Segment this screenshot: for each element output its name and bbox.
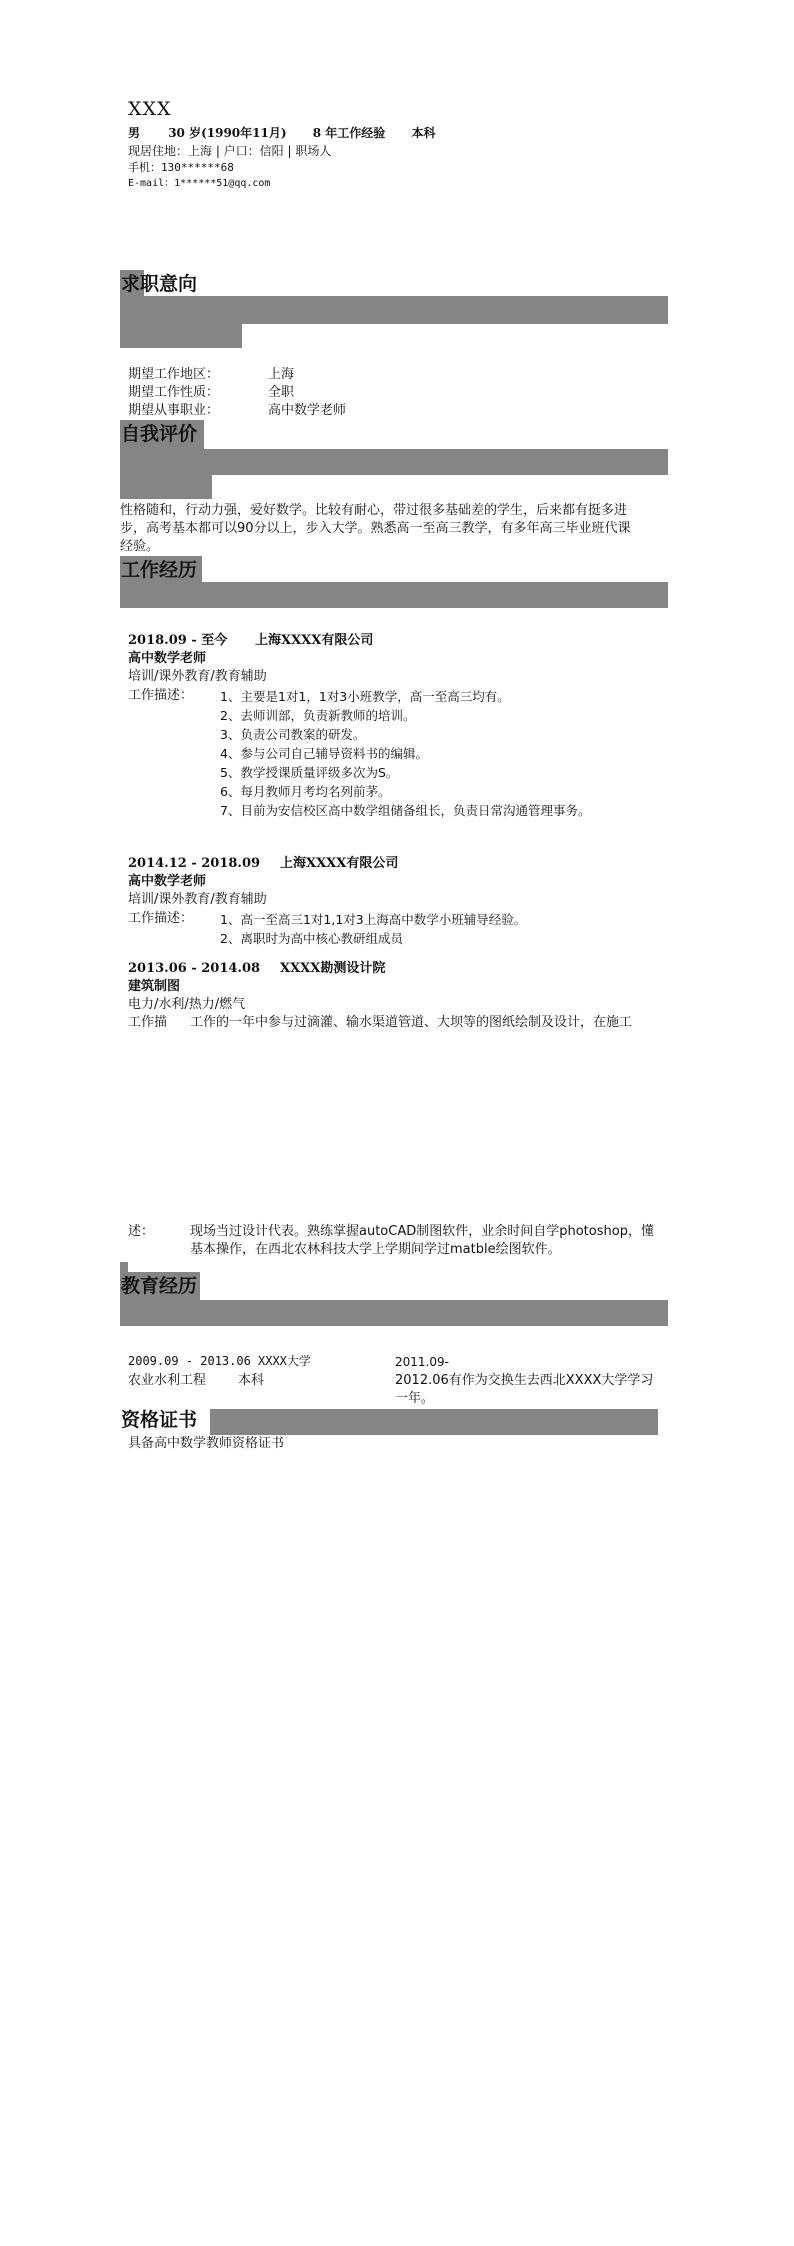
gender: 男 (128, 126, 141, 140)
basic-info-line (128, 125, 435, 141)
intent-label-location: 期望工作地区： (128, 367, 220, 382)
job-industry: 电力/水利/热力/燃气 (128, 997, 246, 1012)
job-desc-label: 工作描 (128, 1015, 168, 1030)
edu-major: 农业水利工程 (128, 1373, 207, 1388)
section-title-certificates: 资格证书 (121, 1409, 198, 1431)
age: 30 岁(1990年11月) (168, 126, 287, 140)
section-bar (210, 1409, 658, 1435)
section-title-job-intent: 求职意向 (121, 273, 198, 295)
edu-degree: 本科 (238, 1373, 265, 1388)
section-title-education: 教育经历 (121, 1275, 198, 1297)
self-eval-line: 步，高考基本都可以90分以上，步入大学。熟悉高一至高三教学，有多年高三毕业班代课 (120, 521, 631, 536)
job-desc-line: 现场当过设计代表。熟练掌握autoCAD制图软件，业余时间自学photoshop，懂 (190, 1224, 654, 1239)
edu-exchange-line: 一年。 (395, 1391, 435, 1406)
list-item: 4、参与公司自己辅导资料书的编辑。 (220, 746, 428, 761)
section-title-self-eval: 自我评价 (121, 423, 198, 445)
job-desc-list (220, 910, 526, 948)
job-desc-line: 基本操作，在西北农林科技大学上学期间学过matble绘图软件。 (190, 1242, 561, 1257)
section-bar (120, 1262, 128, 1272)
job-company: 上海XXXX有限公司 (280, 856, 399, 871)
edu-exchange-line: 2011.09- (395, 1355, 449, 1369)
job-company: XXXX勘测设计院 (280, 961, 386, 976)
email: E-mail：1******51@qq.com (128, 178, 271, 189)
section-bar (120, 324, 242, 348)
section-bar (120, 582, 668, 608)
job-period: 2013.06 - 2014.08 (128, 961, 261, 976)
section-bar (120, 449, 668, 475)
job-period: 2014.12 - 2018.09 (128, 856, 261, 871)
list-item: 2、离职时为高中核心教研组成员 (220, 931, 403, 946)
self-eval-line: 经验。 (120, 539, 160, 554)
list-item: 3、负责公司教案的研发。 (220, 727, 366, 742)
section-bar (120, 296, 668, 324)
list-item: 1、高一至高三1对1,1对3上海高中数学小班辅导经验。 (220, 912, 527, 927)
list-item: 6、每月教师月考均名列前茅。 (220, 784, 391, 799)
self-eval-line: 性格随和，行动力强，爱好数学。比较有耐心，带过很多基础差的学生，后来都有挺多进 (120, 503, 628, 518)
intent-value-type: 全职 (268, 385, 295, 400)
edu-period: 2009.09 - 2013.06 (128, 1354, 251, 1368)
candidate-name: XXX (128, 98, 172, 120)
residence-info: 现居住地：上海 | 户口：信阳 | 职场人 (128, 144, 332, 158)
job-position: 高中数学老师 (128, 651, 207, 666)
edu-exchange-line: 2012.06有作为交换生去西北XXXX大学学习 (395, 1373, 654, 1388)
list-item: 1、主要是1对1，1对3小班教学，高一至高三均有。 (220, 689, 510, 704)
intent-label-type: 期望工作性质： (128, 385, 220, 400)
job-industry: 培训/课外教育/教育辅助 (128, 892, 267, 907)
edu-school: XXXX大学 (258, 1354, 311, 1368)
job-position: 高中数学老师 (128, 874, 207, 889)
list-item: 5、教学授课质量评级多次为S。 (220, 765, 399, 780)
experience: 8 年工作经验 (312, 126, 386, 140)
job-desc-line: 工作的一年中参与过滴灌、输水渠道管道、大坝等的图纸绘制及设计，在施工 (190, 1015, 633, 1030)
list-item: 7、目前为安信校区高中数学组储备组长，负责日常沟通管理事务。 (220, 803, 591, 818)
list-item: 2、去师训部，负责新教师的培训。 (220, 708, 416, 723)
job-period: 2018.09 - 至今 (128, 633, 228, 648)
job-company: 上海XXXX有限公司 (255, 633, 374, 648)
job-desc-label: 工作描述： (128, 688, 194, 703)
intent-value-occupation: 高中数学老师 (268, 403, 347, 418)
job-desc-label: 工作描述： (128, 911, 194, 926)
phone: 手机：130******68 (128, 161, 234, 174)
job-position: 建筑制图 (128, 979, 181, 994)
section-title-work: 工作经历 (121, 559, 198, 581)
job-industry: 培训/课外教育/教育辅助 (128, 669, 267, 684)
job-desc-label: 述： (128, 1224, 155, 1239)
job-desc-list (220, 687, 590, 820)
section-bar (120, 1300, 668, 1326)
certificate-item: 具备高中数学教师资格证书 (128, 1436, 285, 1451)
degree: 本科 (411, 126, 436, 140)
section-bar (120, 475, 212, 499)
intent-value-location: 上海 (268, 367, 295, 382)
intent-label-occupation: 期望从事职业： (128, 403, 220, 418)
